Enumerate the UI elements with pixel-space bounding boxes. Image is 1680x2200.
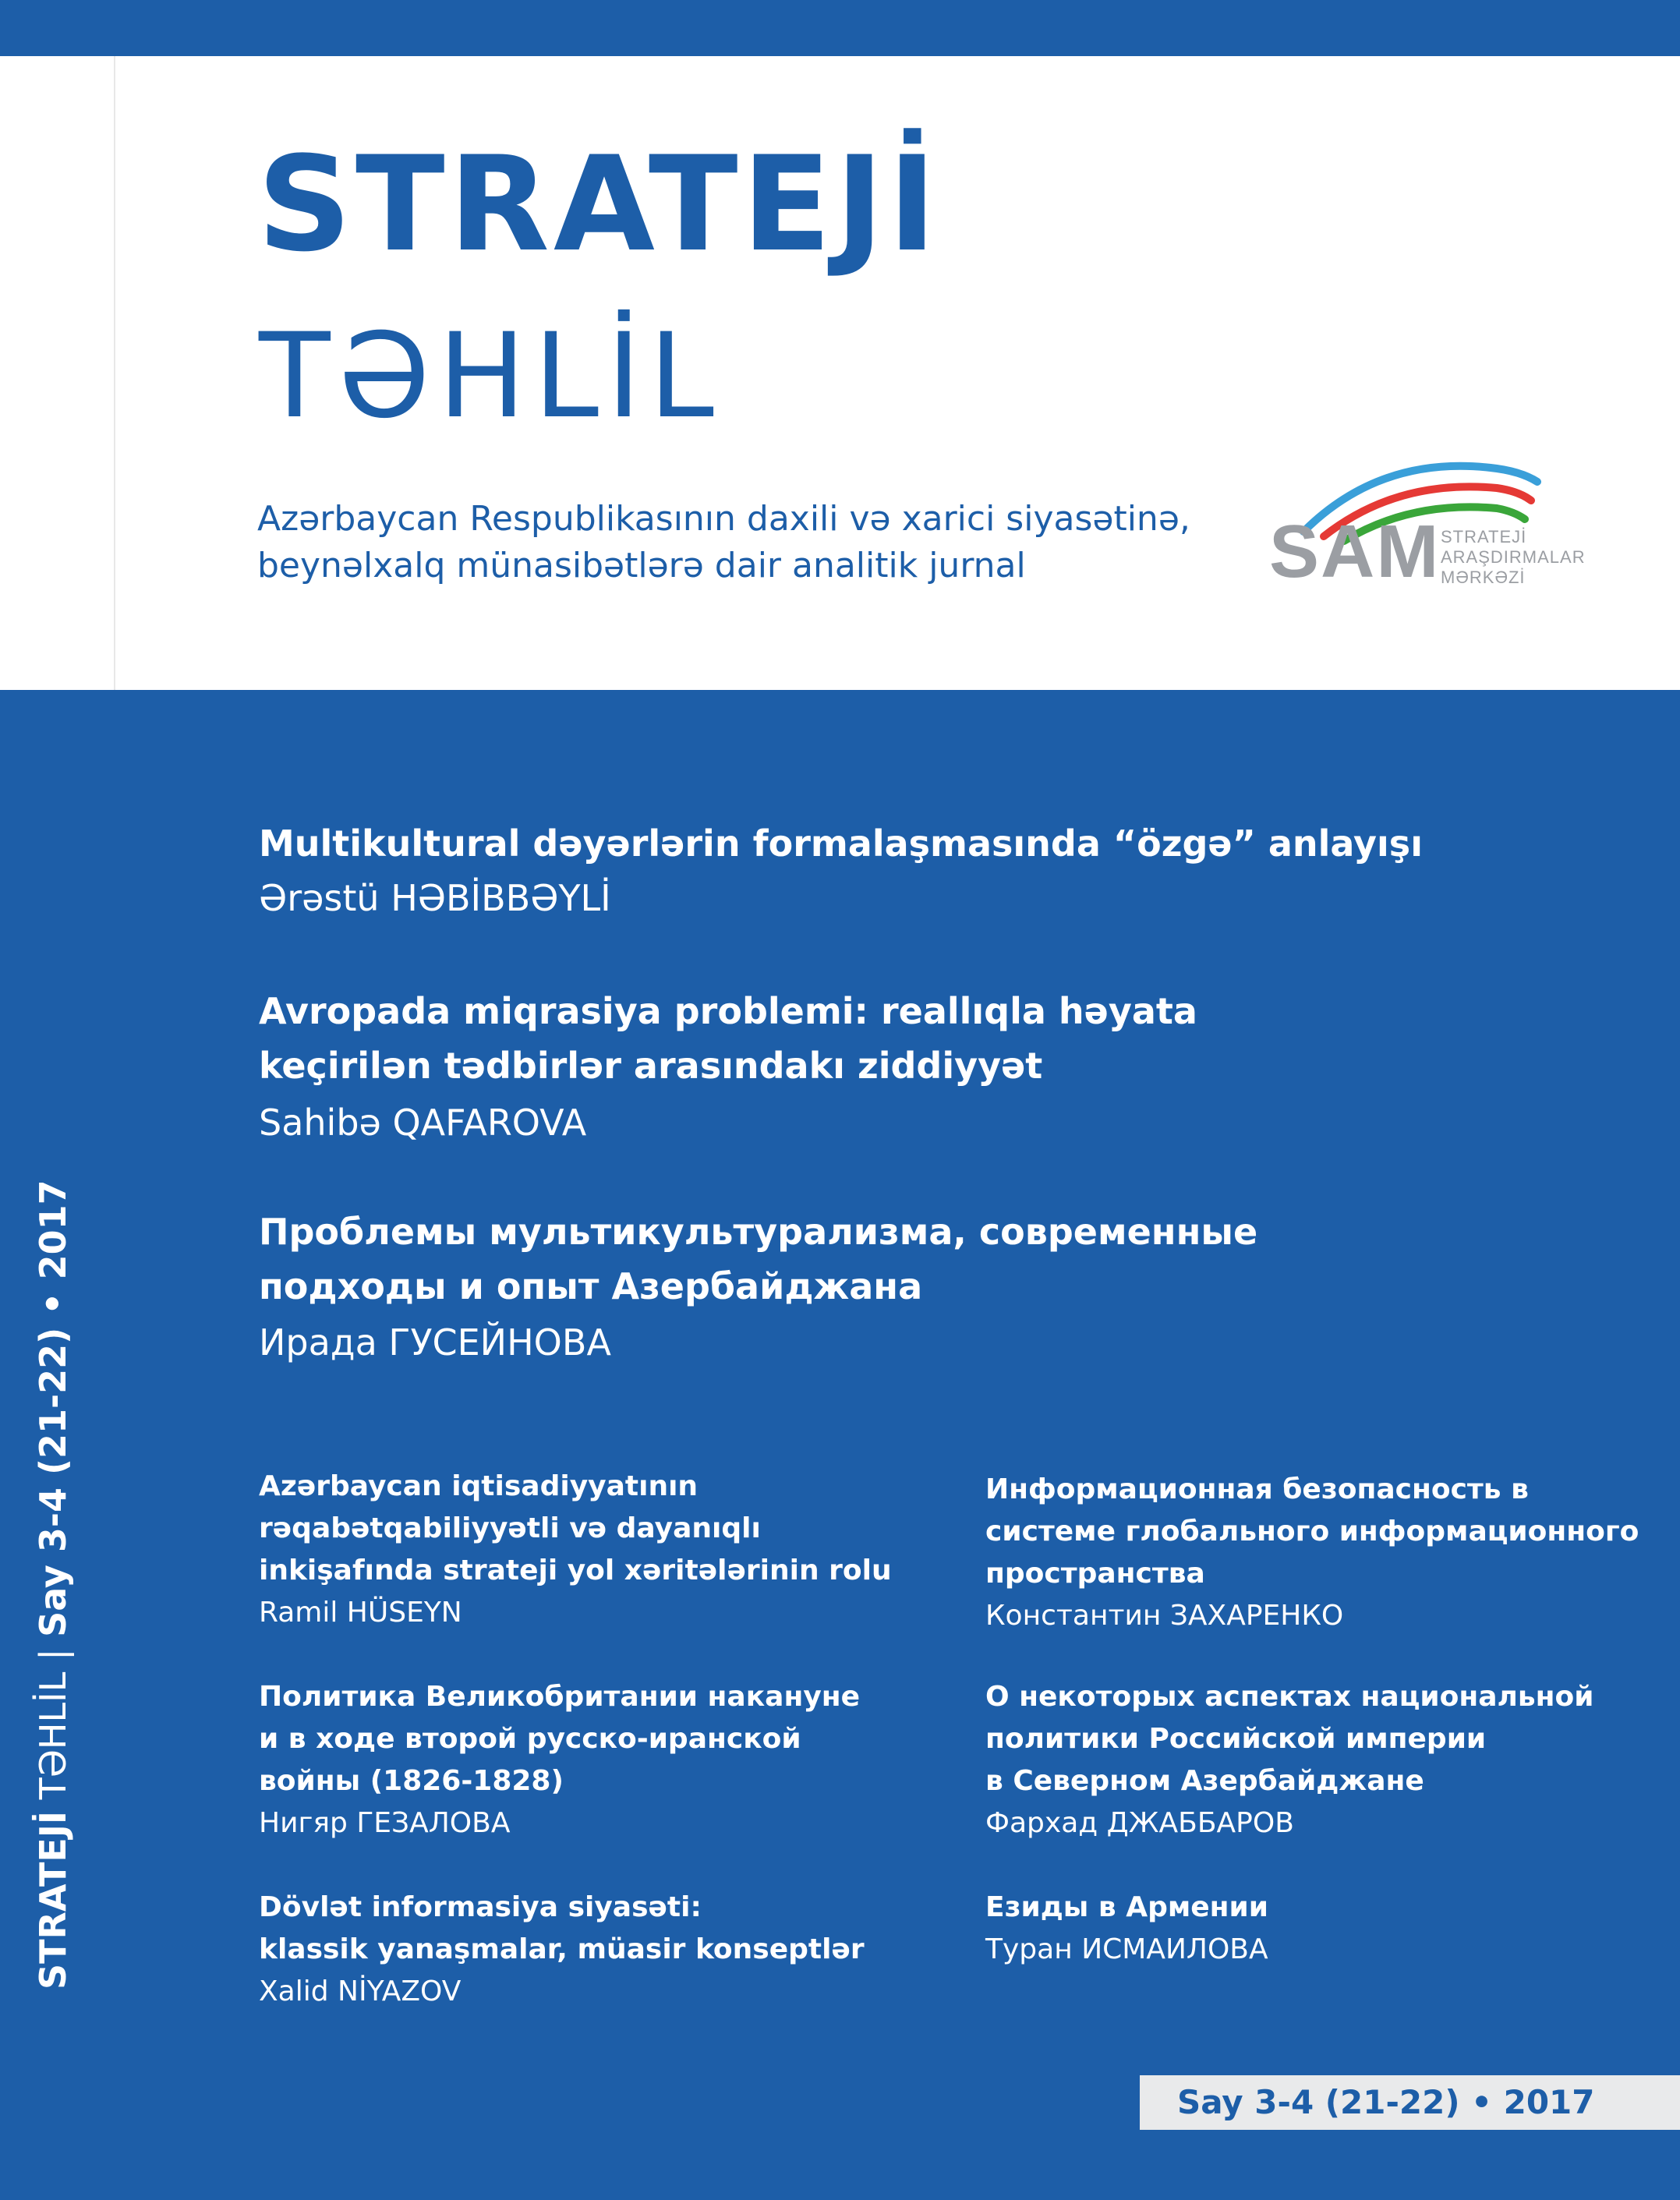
spine-title-bold: STRATEJİ [32, 1811, 74, 1990]
sam-sub-line: MƏRKƏZİ [1441, 568, 1526, 587]
article-title: klassik yanaşmalar, müasir konseptlər [259, 1933, 865, 1965]
article-author: Константин ЗАХАРЕНКО [985, 1600, 1344, 1632]
article-entry [985, 1887, 1680, 1971]
subtitle-line: beynəlxalq münasibətlərə dair analitik jurnal [257, 546, 1026, 585]
sam-logo-text: SAM [1269, 510, 1441, 593]
article-author: Ramil HÜSEYN [259, 1597, 462, 1629]
article-title: в Северном Азербайджане [985, 1765, 1424, 1797]
featured-article-author: Ərəstü HƏBİBBƏYLİ [259, 877, 611, 919]
article-title: Информационная безопасность в [985, 1473, 1529, 1505]
article-entry [985, 1469, 1680, 1637]
article-author: Фархад ДЖАББАРОВ [985, 1807, 1294, 1839]
sam-logo-subtext [1441, 527, 1586, 588]
article-title: войны (1826-1828) [259, 1765, 564, 1797]
featured-article-title: подходы и опыт Азербайджана [259, 1265, 923, 1307]
article-title: inkişafında strateji yol xəritələrinin rolu [259, 1555, 892, 1586]
featured-article-title: Avropada miqrasiya problemi: reallıqla həyata [259, 990, 1197, 1032]
top-color-bar [0, 0, 1680, 56]
article-author: Туран ИСМАИЛОВА [985, 1933, 1268, 1965]
article-title: О некоторых аспектах национальной [985, 1681, 1594, 1713]
featured-article-title: Multikultural dəyərlərin formalaşmasında “özgə” anlayışı [259, 822, 1423, 865]
issue-label: Say 3-4 (21-22) • 2017 [1177, 2083, 1595, 2121]
journal-subtitle [257, 496, 1271, 589]
article-entry [259, 1887, 960, 2013]
featured-article-author: Sahibə QAFAROVA [259, 1102, 587, 1144]
article-title: и в ходе второй русско-иранской [259, 1723, 801, 1755]
article-title: Политика Великобритании накануне [259, 1681, 861, 1713]
article-title: пространства [985, 1558, 1205, 1590]
spine-text [30, 1180, 76, 1990]
article-title: политики Российской империи [985, 1723, 1487, 1755]
article-title: системе глобального информационного [985, 1516, 1639, 1547]
featured-article-title: keçirilən tədbirlər arasındakı ziddiyyət [259, 1045, 1043, 1087]
featured-article-title: Проблемы мультикультурализма, современные [259, 1211, 1258, 1253]
sam-sub-line: ARAŞDIRMALAR [1441, 547, 1586, 567]
sam-sub-line: STRATEJİ [1441, 527, 1527, 546]
article-entry [259, 1676, 960, 1845]
spine-title-light: TƏHLİL [32, 1671, 74, 1811]
article-entry [985, 1676, 1680, 1845]
article-title: rəqabətqabiliyyətli və dayanıqlı [259, 1512, 761, 1544]
article-author: Нигяр ГЕЗАЛОВА [259, 1807, 511, 1839]
article-title: Dövlət informasiya siyasəti: [259, 1891, 702, 1923]
article-title: Езиды в Армении [985, 1891, 1269, 1923]
spine-issue: Say 3-4 (21-22) • 2017 [32, 1180, 74, 1637]
article-entry [259, 1466, 960, 1634]
spine-separator: | [32, 1636, 74, 1672]
journal-title-tehlil: TƏHLİL [259, 309, 722, 444]
featured-article-author: Ирада ГУСЕЙНОВА [259, 1321, 611, 1364]
subtitle-line: Azərbaycan Respublikasının daxili və xarici siyasətinə, [257, 499, 1190, 539]
article-title: Azərbaycan iqtisadiyyatının [259, 1470, 699, 1502]
article-author: Xalid NİYAZOV [259, 1975, 462, 2007]
header-divider-line [114, 56, 115, 690]
journal-title-strateji: STRATEJİ [257, 128, 941, 281]
